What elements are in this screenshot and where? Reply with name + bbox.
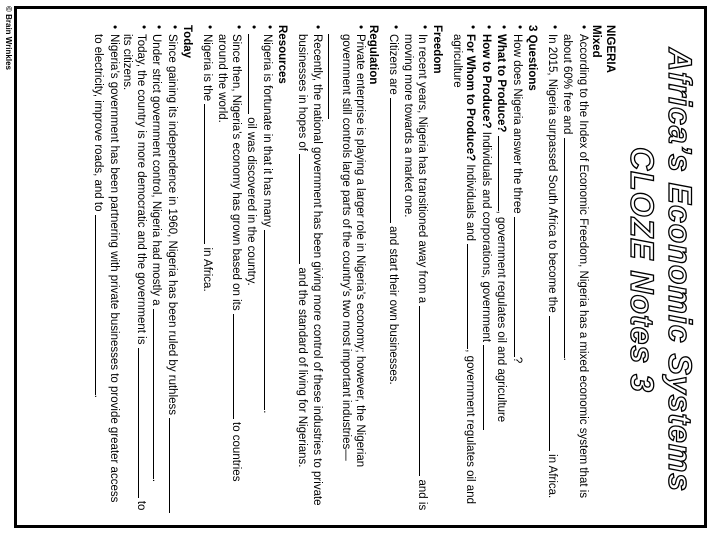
fill-in-blank[interactable]: [468, 244, 479, 349]
fill-in-blank[interactable]: [328, 34, 339, 119]
title-line-1: Africa’s Economic Systems: [662, 47, 698, 493]
resources-list: [200, 25, 276, 515]
fill-in-blank[interactable]: [138, 348, 149, 498]
questions-list: [450, 25, 526, 515]
fill-in-blank[interactable]: [499, 136, 510, 211]
section-heading-today: Today: [181, 25, 194, 59]
worksheet-border: [14, 6, 707, 528]
today-list: [91, 25, 180, 515]
fill-in-blank[interactable]: [483, 345, 494, 430]
notes-content: [91, 25, 616, 515]
fill-in-blank[interactable]: [154, 309, 165, 479]
fill-in-blank[interactable]: [169, 418, 180, 513]
list-item: • How to Produce? Individuals and corporations, government: [479, 25, 495, 515]
list-item: • Citizens are and start their own businesses.: [386, 25, 402, 515]
title-line-2: CLOZE Notes 3: [624, 147, 660, 393]
list-item: • Private enterprise is playing a larger role in Nigeria’s economy; however, the Nigerian government still controls large parts of the country’s two most important industries—: [324, 25, 367, 515]
fill-in-blank[interactable]: [549, 316, 560, 451]
list-item: • Nigeria’s government has been partnering with private businesses to provide greater access to electricity, improve roads, and to .: [91, 25, 120, 515]
list-item: • oil was discovered in the country.: [244, 25, 260, 515]
fill-in-blank[interactable]: [299, 154, 310, 264]
fill-in-blank[interactable]: [390, 98, 401, 223]
fill-in-blank[interactable]: [419, 306, 430, 476]
list-item: • Recently, the national government has been giving more control of these industries to private businesses in hopes of and the standard of living for Nigerians.: [295, 25, 324, 515]
fill-in-blank[interactable]: [565, 138, 576, 358]
list-item: • Nigeria is the in Africa.: [200, 25, 216, 515]
list-item: • According to the Index of Economic Freedom, Nigeria has a mixed economic system that is about 60% free and .: [560, 25, 589, 515]
list-item: • In 2015, Nigeria surpassed South Africa to become the in Africa.: [545, 25, 561, 515]
list-item: • What to Produce? , government regulates oil and agriculture: [494, 25, 510, 515]
section-heading-3-questions: 3 Questions: [526, 25, 539, 91]
mixed-list: [545, 25, 590, 515]
list-item: • Today, the country is more democratic and the government is to its citizens.: [120, 25, 149, 515]
fill-in-blank[interactable]: [204, 104, 215, 244]
section-heading-resources: Resources: [276, 25, 289, 84]
list-item: • For Whom to Produce? Individuals and , government regulates oil and agriculture: [450, 25, 479, 515]
fill-in-blank[interactable]: [96, 215, 107, 395]
list-item: • In recent years, Nigeria has transitioned away from a and is moving more towards a market one.: [401, 25, 430, 515]
fill-in-blank[interactable]: [514, 217, 525, 357]
fill-in-blank[interactable]: [264, 230, 275, 410]
subheading-mixed: Mixed: [590, 25, 603, 58]
list-item: • Since gaining its independence in 1960, Nigeria has been ruled by ruthless: [165, 25, 181, 515]
section-heading-regulation: Regulation: [367, 25, 380, 85]
list-item: • Under strict government control, Nigeria had mostly a .: [149, 25, 165, 515]
section-heading-freedom: Freedom: [431, 25, 444, 74]
fill-in-blank[interactable]: [249, 34, 260, 114]
regulation-list: [295, 25, 367, 515]
copyright-notice: © Brain Wrinkles: [4, 6, 13, 70]
list-item: • How does Nigeria answer the three ?: [510, 25, 526, 515]
freedom-list: [386, 25, 431, 515]
list-item: • Since then, Nigeria’s economy has grown based on its to countries around the world.: [215, 25, 244, 515]
list-item: • Nigeria is fortunate in that it has many .: [260, 25, 276, 515]
section-heading-nigeria: NIGERIA: [604, 25, 616, 73]
fill-in-blank[interactable]: [233, 314, 244, 419]
